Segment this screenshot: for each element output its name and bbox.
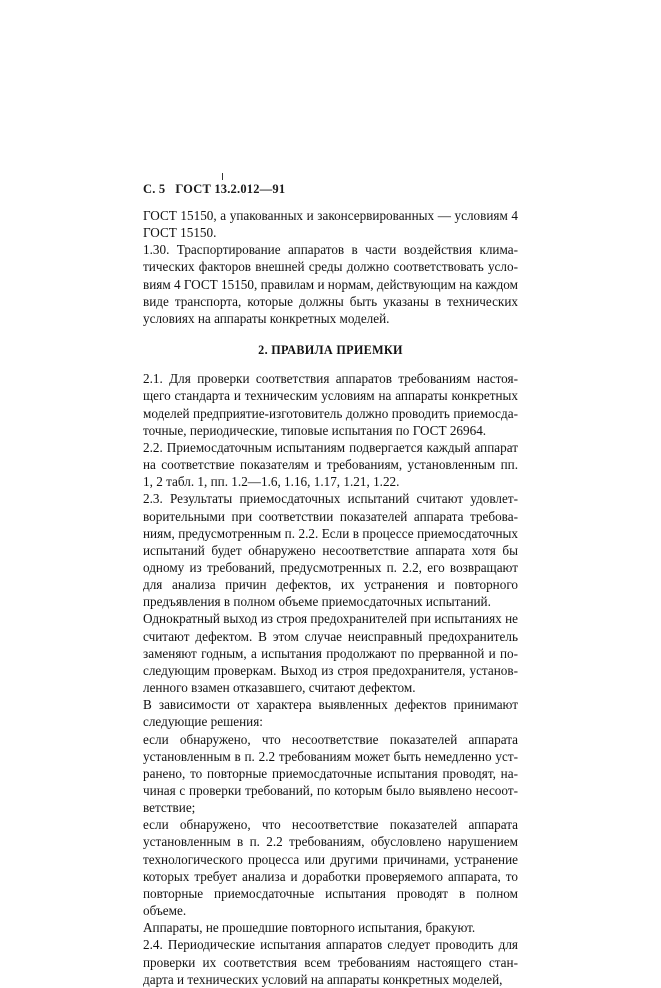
paragraph-case-process-violation: если обнаружено, что несоответствие показателей аппарата установленным в п. 2.2 требованиям, обусловлено нарушением технологического процесса или другими причинами, устранение которых требует анализа и доработки проверяемого аппарата, то повторные приемосдаточные испытания проводят в полном объеме. <box>143 817 518 919</box>
paragraph-case-immediate-fix: если обнаружено, что несоответствие показателей аппарата установленным в п. 2.2 требованиям может быть немедленно устранено, то повторные приемосдаточные испытания проводят, начиная с проверки требований, по которым было выявлено несоответствие; <box>143 731 518 816</box>
paragraph-gost-15150: ГОСТ 15150, а упакованных и законсервированных — условиям 4 ГОСТ 15150. <box>143 208 518 241</box>
paragraph-reject: Аппараты, не прошедшие повторного испытания, бракуют. <box>143 920 476 936</box>
page-number: С. 5 <box>143 182 166 196</box>
paragraph-2-1: 2.1. Для проверки соответствия аппаратов требованиям настоящего стандарта и техническим условиям на аппараты конкретных моделей предприятие-изготовитель должно проводить приемосдаточные, периодические, типовые испытания по ГОСТ 26964. <box>143 371 518 438</box>
paragraph-2-2: 2.2. Приемосдаточным испытаниям подвергается каждый аппарат на соответствие показателям и требованиям, установленным пп. 1, 2 табл. 1, пп. 1.2—1.6, 1.16, 1.17, 1.21, 1.22. <box>143 439 518 490</box>
paragraph-2-4: 2.4. Периодические испытания аппаратов следует проводить для проверки их соответствия всем требованиям настоящего стандарта и технических условий на аппараты конкретных моделей, <box>143 937 518 987</box>
page-body <box>143 207 518 988</box>
paragraph-fuse-failure: Однократный выход из строя предохранителей при испытаниях не считают дефектом. В этом случае неисправный предохранитель заменяют годным, а испытания продолжают по прерванной и последующим проверкам. Выход из строя предохранителя, установленного взамен отказавшего, считают дефектом. <box>143 611 518 696</box>
page-header <box>143 182 285 197</box>
standard-designation: ГОСТ 13.2.012—91 <box>175 182 286 196</box>
section-heading: 2. ПРАВИЛА ПРИЕМКИ <box>258 343 403 358</box>
margin-tick-mark <box>222 173 223 180</box>
paragraph-1-30: 1.30. Траспортирование аппаратов в части воздействия климатических факторов внешней среды должно соответствовать условиям 4 ГОСТ 15150, правилам и нормам, действующим на каждом виде транспорта, которые должны быть указаны в технических условиях на аппараты конкретных моделей. <box>143 242 518 326</box>
paragraph-2-3: 2.3. Результаты приемосдаточных испытаний считают удовлетворительными при соответствии показателей аппарата требованиям, предусмотренным п. 2.2. Если в процессе приемосдаточных испытаний будет обнаружено несоответствие аппарата хотя бы одному из требований, предусмотренных п. 2.2, его возвращают для анализа причин дефектов, их устранения и повторного предъявления в полном объеме приемосдаточных испытаний. <box>143 491 518 610</box>
paragraph-decisions-intro: В зависимости от характера выявленных дефектов принимают следующие решения: <box>143 697 518 730</box>
